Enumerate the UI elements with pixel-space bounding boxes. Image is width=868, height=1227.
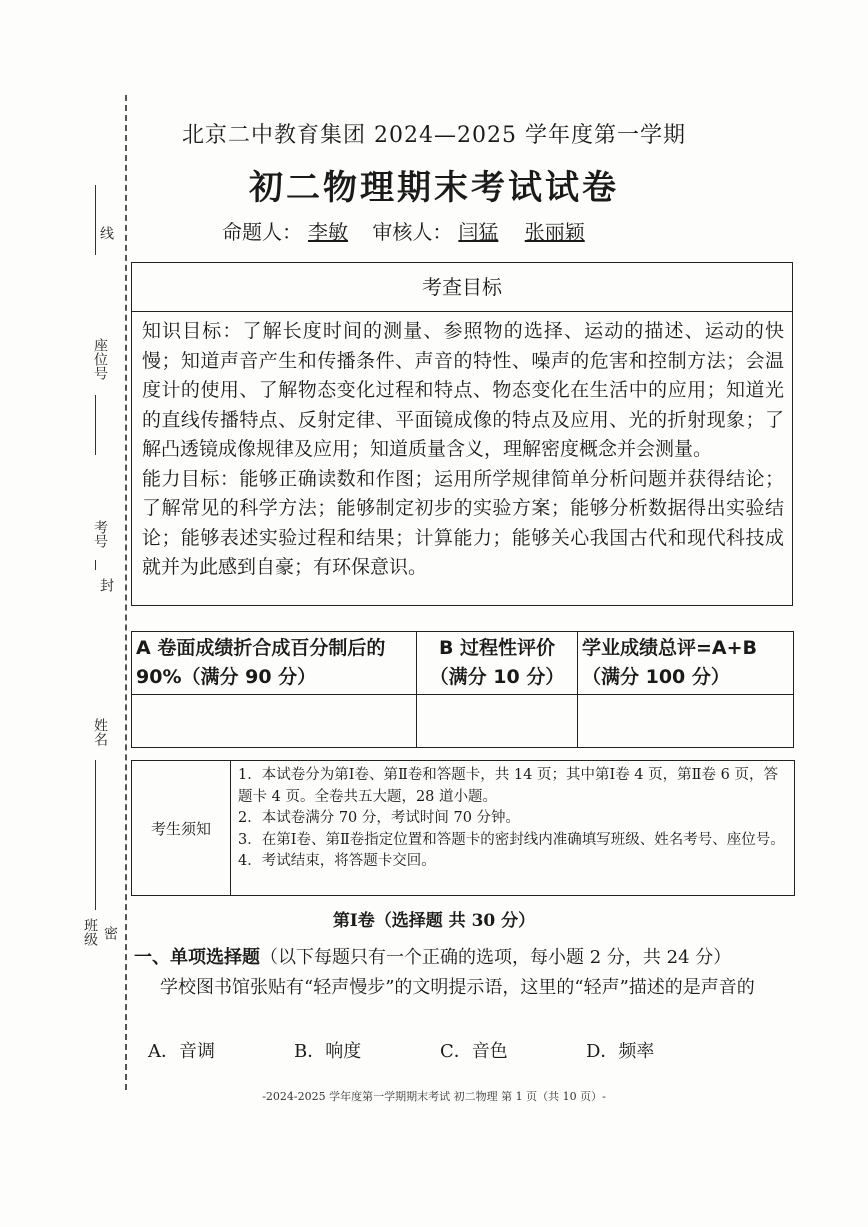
section-title: 第Ⅰ卷（选择题 共 30 分） [332,911,536,931]
option-a[interactable]: A．音调 [148,1041,215,1062]
reviewer-label: 审核人： [372,220,453,244]
grade-col-b: B 过程性评价（满分 10 分） [417,632,578,695]
margin-exam-no-label: 考号 [92,520,108,548]
page-footer: -2024-2025 学年度第一学期期末考试 初二物理 第 1 页（共 10 页）- [262,1090,606,1103]
objectives-text [142,317,784,583]
notice-label: 考生须知 [132,761,231,895]
part-title: 一、单项选择题 [134,947,260,968]
notice-item: 3．在第Ⅰ卷、第Ⅱ卷指定位置和答题卡的密封线内准确填写班级、姓名考号、座位号。 [238,831,785,848]
notice-list [238,765,786,873]
part-note: （以下每题只有一个正确的选项，每小题 2 分，共 24 分） [260,947,732,968]
margin-class-label: 班级 [82,918,98,946]
question-1-text: 学校图书馆张贴有“轻声慢步”的文明提示语，这里的“轻声”描述的是声音的 [160,977,755,998]
candidate-notice-box [131,760,795,896]
grade-col-c: 学业成绩总评=A+B（满分 100 分） [578,632,794,695]
margin-line-label: 线 [98,226,114,240]
grade-cell-b[interactable] [417,695,578,748]
notice-item: 2．本试卷满分 70 分，考试时间 70 分钟。 [238,810,521,826]
exam-no-field-line [95,560,96,570]
reviewer-name-1: 闫猛 [458,220,499,244]
exam-title: 初二物理期末考试试卷 [249,168,619,208]
question-1-options [148,1037,732,1063]
objectives-title: 考查目标 [132,263,792,312]
authors-line [222,216,591,245]
margin-seat-label: 座位号 [92,338,108,380]
margin-seal-label: 封 [98,578,114,592]
exam-subtitle: 北京二中教育集团 2024—2025 学年度第一学期 [182,123,686,148]
reviewer-name-2: 张丽颖 [524,220,585,244]
binding-dashed-line [125,95,127,1090]
knowledge-objectives: 知识目标：了解长度时间的测量、参照物的选择、运动的描述、运动的快慢；知道声音产生和传播条件、声音的特性、噪声的危害和控制方法；会温度计的使用、了解物态变化过程和特点、物态变化在生活中的应用；知道光的直线传播特点、反射定律、平面镜成像的特点及应用、光的折射现象；了解凸透镜成像规律及应用；知道质量含义，理解密度概念并会测量。 [142,320,784,460]
ability-objectives: 能力目标：能够正确读数和作图；运用所学规律简单分析问题并获得结论；了解常见的科学方法；能够制定初步的实验方案；能够分析数据得出实验结论；能够表述实验过程和结果；计算能力；能够关心我国古代和现代科技成就并为此感到自豪；有环保意识。 [142,467,784,578]
notice-item: 4．考试结束，将答题卡交回。 [238,853,436,869]
grade-cell-a[interactable] [132,695,417,748]
option-d[interactable]: D．频率 [586,1041,655,1062]
grade-cell-c[interactable] [578,695,794,748]
grade-col-a: A 卷面成绩折合成百分制后的 90%（满分 90 分） [132,632,417,695]
option-b[interactable]: B．响度 [294,1041,362,1062]
grade-table [131,631,794,748]
part-intro [134,943,731,969]
margin-name-label: 姓名 [92,718,108,746]
author-name: 李敏 [308,220,348,244]
seat-field-line [95,395,96,455]
notice-item: 1．本试卷分为第Ⅰ卷、第Ⅱ卷和答题卡，共 14 页；其中第Ⅰ卷 4 页，第Ⅱ卷 6 页，答题卡 4 页。全卷共五大题，28 道小题。 [238,767,778,805]
author-label: 命题人： [222,220,302,244]
option-c[interactable]: C．音色 [440,1041,508,1062]
objectives-box [131,262,793,606]
margin-seal2-label: 密 [102,926,118,940]
name-field-line [95,760,96,910]
